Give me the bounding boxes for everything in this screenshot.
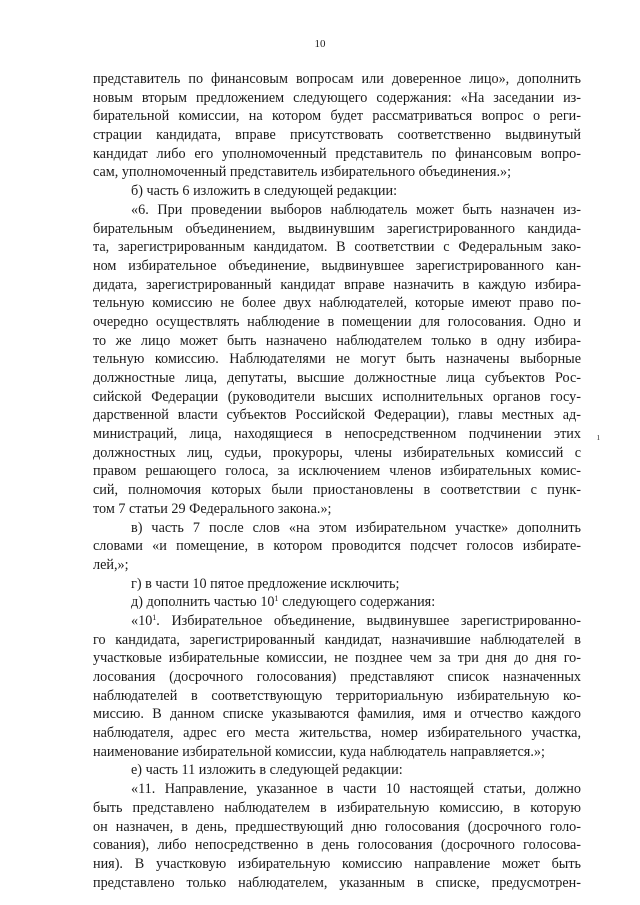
text-line: тельную комиссию не более двух наблюдателей, которые имеют право по- [93,295,581,312]
text-line: лей,»; [93,556,129,573]
text-line: наблюдателя, адрес его места жительства, номер избирательного участка, [93,725,581,742]
text-line: участковые избирательные комиссии, не позднее чем за три дня до дня го- [93,650,581,667]
text-line: он назначен, в день, предшествующий дню голосования (досрочного голо- [93,818,581,835]
text-line: быть представлено наблюдателем в избирательную комиссию, в которую [93,799,581,816]
text-line: должностных лиц, судьи, прокуроры, члены избирательных комиссий с [93,444,581,461]
text-line: е) часть 11 изложить в следующей редакции: [131,762,403,779]
text-line: дидата, зарегистрированный кандидат вправе назначить в каждую избира- [93,276,581,293]
text-line: том 7 статьи 29 Федерального закона.»; [93,500,332,517]
text-line: б) часть 6 изложить в следующей редакции: [131,183,398,200]
text-line: бирательной комиссии, на котором будет рассматриваться вопрос о реги- [93,108,581,125]
text-line: правом решающего голоса, за исключением членов избирательных комис- [93,463,581,480]
text-line: г) в части 10 пятое предложение исключить; [131,575,400,592]
text-fragment: следующего содержания: [278,594,436,611]
text-line: ном избирательное объединение, выдвинувшее зарегистрированного кан- [93,257,581,274]
text-fragment: . Избирательное объединение, выдвинувшее зарегистрированно- [156,612,581,629]
text-line: словами «и помещение, в котором проводится подсчет голосов избирате- [93,538,581,555]
text-line: в) часть 7 после слов «на этом избирательном участке» дополнить [131,519,581,536]
page-number: 10 [314,38,326,50]
text-line: очередно осуществлять наблюдение в помещении для голосования. Одно и [93,313,581,330]
text-line: тельную комиссию. Наблюдателями не могут быть назначены выборные [93,351,581,368]
text-line: представлено только наблюдателем, указанным в списке, предусмотрен- [93,874,581,891]
text-line: та, зарегистрированным кандидатом. В соответствии с Федеральным зако- [93,239,581,256]
text-line: го кандидата, зарегистрированный кандидат, назначившие наблюдателей в [93,631,581,648]
text-line: страции кандидата, вправе присутствовать соответственно выдвинутый [93,127,581,144]
text-line: сования), либо непосредственно в день голосования (досрочного голосова- [93,837,581,854]
text-line: сий, полномочия которых были приостановлены в соответствии с пунк- [93,482,581,499]
text-line: «6. При проведении выборов наблюдатель может быть назначен из- [131,201,581,218]
text-line: министраций, лица, находящиеся в непосредственном подчинении этих [93,426,581,443]
text-line: дарственной власти субъектов Российской Федерации), главы местных ад- [93,407,581,424]
text-line: лосования (досрочного голосования) представляют список назначенных [93,669,581,685]
text-line: то же лицо может быть назначено наблюдателем только в одну избира- [93,332,581,349]
text-line: наименование избирательной комиссии, куда наблюдатель направляется.»; [93,743,545,760]
text-line [93,612,581,631]
text-line: миссию. В данном списке указываются фамилия, имя и отчество каждого [93,706,581,723]
text-line: ния). В участковую избирательную комиссию направление может быть [93,855,581,872]
text-line: сийской Федерации (руководители высших исполнительных органов госу- [93,388,581,405]
text-line: «11. Направление, указанное в части 10 настоящей статьи, должно [131,781,581,798]
text-line: представитель по финансовым вопросам или доверенное лицо», дополнить [93,71,581,87]
text-line: новым вторым предложением следующего содержания: «На заседании из- [93,89,581,106]
text-fragment: д) дополнить частью 10 [131,594,275,611]
superscript-marker: 1 [274,594,279,604]
document-body [93,70,581,892]
text-line: должностные лица, депутаты, высшие должностные лица субъектов Рос- [93,370,581,386]
text-line: наблюдателей в соответствующую территориальную избирательную ко- [93,687,581,704]
text-line [93,593,581,612]
text-line: сам, уполномоченный представитель избирательного объединения.»; [93,164,512,181]
margin-mark: ı [597,432,600,443]
superscript-marker: 1 [152,612,157,622]
text-line: бирательным объединением, выдвинувшим зарегистрированного кандида- [93,220,581,237]
text-line: кандидат либо его уполномоченный представитель по финансовым вопро- [93,145,581,162]
text-fragment: «10 [131,612,153,629]
